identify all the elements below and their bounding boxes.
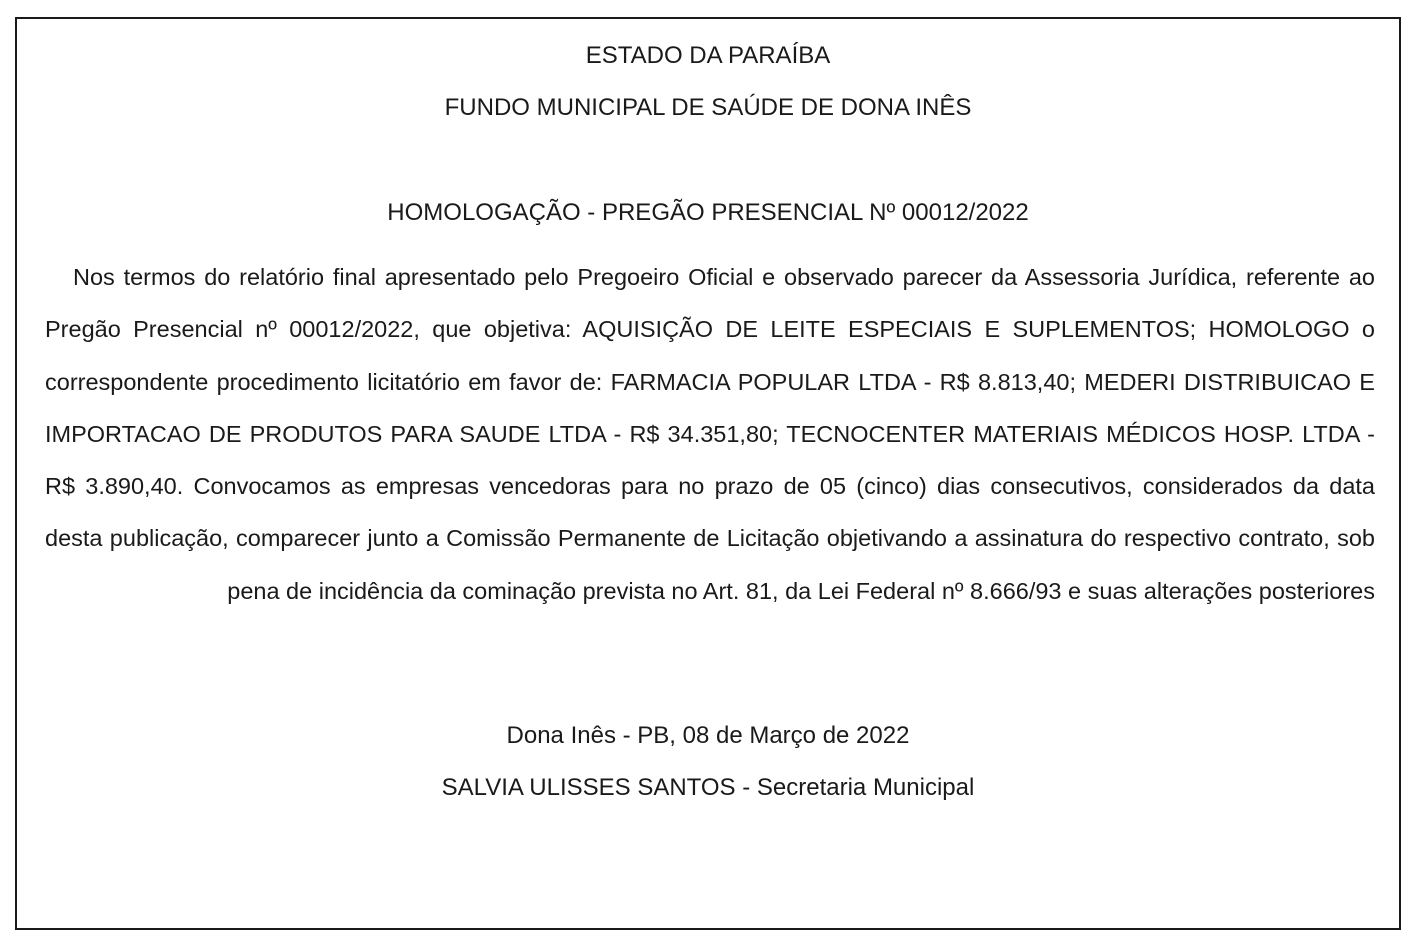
entity-heading: FUNDO MUNICIPAL DE SAÚDE DE DONA INÊS — [444, 94, 972, 121]
notice-title: HOMOLOGAÇÃO - PREGÃO PRESENCIAL Nº 00012/2022 — [387, 199, 1029, 226]
signature-line: SALVIA ULISSES SANTOS - Secretaria Municipal — [441, 774, 975, 801]
place-date: Dona Inês - PB, 08 de Março de 2022 — [506, 722, 910, 749]
state-heading: ESTADO DA PARAÍBA — [585, 42, 831, 69]
notice-body: Nos termos do relatório final apresentado pelo Pregoeiro Oficial e observado parecer da Assessoria Jurídica, referente ao Pregão Presencial nº 00012/2022, que objetiva: AQUISIÇÃO DE LEITE ESPECIAIS E SUPLEMENTOS; HOMOLOGO o correspondente procedimento licitatório em favor de: FARMACIA POPULAR LTDA - R$ 8.813,40; MEDERI DISTRIBUICAO E IMPORTACAO DE PRODUTOS PARA SAUDE LTDA - R$ 34.351,80; TECNOCENTER MATERIAIS MÉDICOS HOSP. LTDA - R$ 3.890,40. Convocamos as empresas vencedoras para no prazo de 05 (cinco) dias consecutivos, considerados da data desta publicação, comparecer junto a Comissão Permanente de Licitação objetivando a assinatura do respectivo contrato, sob pena de incidência da cominação prevista no Art. 81, da Lei Federal nº 8.666/93 e suas alterações posteriores — [45, 264, 1375, 604]
notice-frame — [15, 17, 1401, 930]
